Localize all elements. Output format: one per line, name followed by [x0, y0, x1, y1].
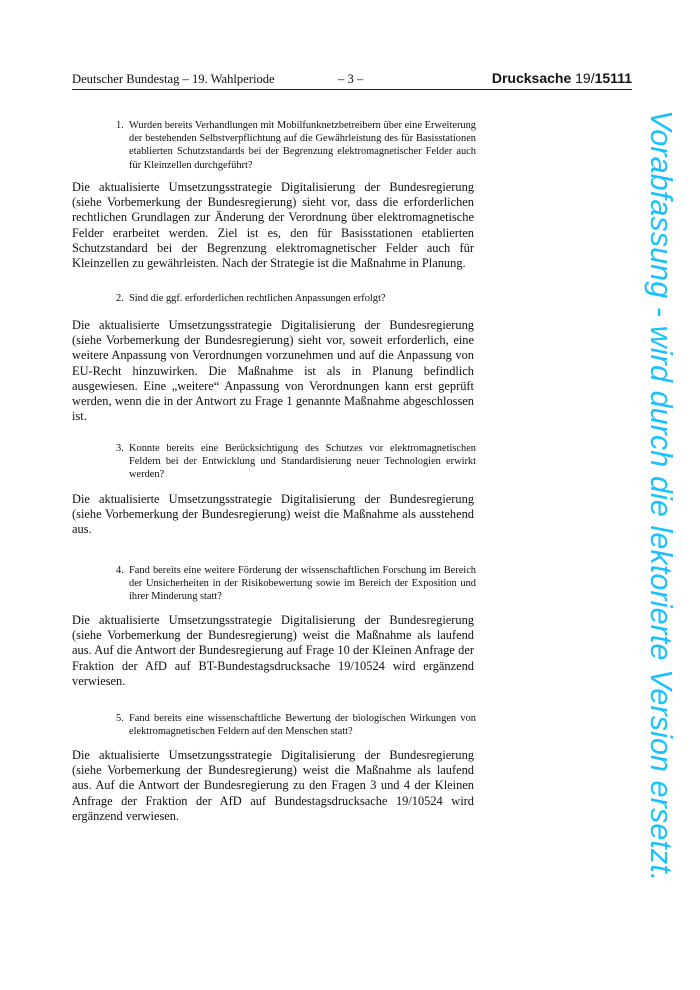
question-number: 5. — [116, 713, 124, 724]
question-1 — [116, 119, 476, 172]
watermark — [636, 110, 686, 885]
page-number: – 3 – — [338, 72, 364, 86]
question-number: 1. — [116, 120, 124, 131]
answer-2: Die aktualisierte Umsetzungsstrategie Digitalisierung der Bundesregierung (siehe Vorbemerkung der Bundesregierung) sieht vor, soweit erforderlich, eine weitere Anpassung von Verordnungen vorzunehmen und auf die Anpassung von EU-Recht hinzuwirken. Die Maßnahme ist als in Planung befindlich ausgewiesen. Eine „weitere“ Anpassung von Verordnungen kann erst geprüft werden, wenn die in der Antwort zu Frage 1 genannte Maßnahme abgeschlossen ist. — [72, 318, 474, 424]
answer-3: Die aktualisierte Umsetzungsstrategie Digitalisierung der Bundesregierung (siehe Vorbemerkung der Bundesregierung) weist die Maßnahme als ausstehend aus. — [72, 492, 474, 537]
question-number: 4. — [116, 565, 124, 576]
question-number: 3. — [116, 443, 124, 454]
question-5 — [116, 712, 476, 738]
header-parliament: Deutscher Bundestag – 19. Wahlperiode — [72, 72, 275, 86]
document-label: Drucksache — [491, 70, 572, 86]
document-number-prefix: 19/ — [575, 70, 595, 86]
answer-4: Die aktualisierte Umsetzungsstrategie Digitalisierung der Bundesregierung (siehe Vorbemerkung der Bundesregierung) weist die Maßnahme als laufend aus. Auf die Antwort der Bundesregierung auf Frage 10 der Kleinen Anfrage der Fraktion der AfD auf BT-Bundestagsdrucksache 19/10524 wird ergänzend verwiesen. — [72, 613, 474, 688]
question-text: Konnte bereits eine Berücksichtigung des Schutzes vor elektromagnetischen Feldern bei der Entwicklung und Standardisierung neuer Technologien erwirkt werden? — [129, 443, 476, 481]
document-number — [492, 70, 632, 86]
question-text: Wurden bereits Verhandlungen mit Mobilfunknetzbetreibern über eine Erweiterung der bestehenden Selbstverpflichtung auf die Gewährleistung des für Basisstationen etablierten Schutzstandards bei der Begrenzung elektromagnetischer Felder auch für Kleinzellen durchgeführt? — [129, 120, 476, 171]
answer-5: Die aktualisierte Umsetzungsstrategie Digitalisierung der Bundesregierung (siehe Vorbemerkung der Bundesregierung) weist die Maßnahme als laufend aus. Auf die Antwort der Bundesregierung zu den Fragen 3 und 4 der Kleinen Anfrage der Fraktion der AfD auf Bundestagsdrucksache 19/10524 wird ergänzend verwiesen. — [72, 748, 474, 823]
answer-1: Die aktualisierte Umsetzungsstrategie Digitalisierung der Bundesregierung (siehe Vorbemerkung der Bundesregierung) sieht vor, dass die erforderlichen rechtlichen Grundlagen zur Änderung der Verordnung über elektromagnetische Felder erarbeitet werden. Ziel ist es, den für Basisstationen etablierten Schutzstandard bei der Begrenzung elektromagnetischer Felder auch für Kleinzellen zu gewährleisten. Nach der Strategie ist die Maßnahme in Planung. — [72, 180, 474, 271]
question-2 — [116, 292, 476, 305]
question-3 — [116, 442, 476, 482]
question-text: Fand bereits eine wissenschaftliche Bewertung der biologischen Wirkungen von elektromagnetischen Feldern auf den Menschen statt? — [129, 713, 476, 738]
question-4 — [116, 564, 476, 604]
document-number-bold: 15111 — [594, 70, 632, 86]
header-rule — [72, 89, 632, 90]
question-text: Fand bereits eine weitere Förderung der wissenschaftlichen Forschung im Bereich der Unsicherheiten in der Risikobewertung sowie im Bereich der Exposition und ihrer Minderung statt? — [129, 565, 476, 603]
question-number: 2. — [116, 293, 124, 304]
watermark-text: Vorabfassung - wird durch die lektorierte Version ersetzt. — [644, 110, 678, 882]
question-text: Sind die ggf. erforderlichen rechtlichen Anpassungen erfolgt? — [129, 293, 386, 304]
